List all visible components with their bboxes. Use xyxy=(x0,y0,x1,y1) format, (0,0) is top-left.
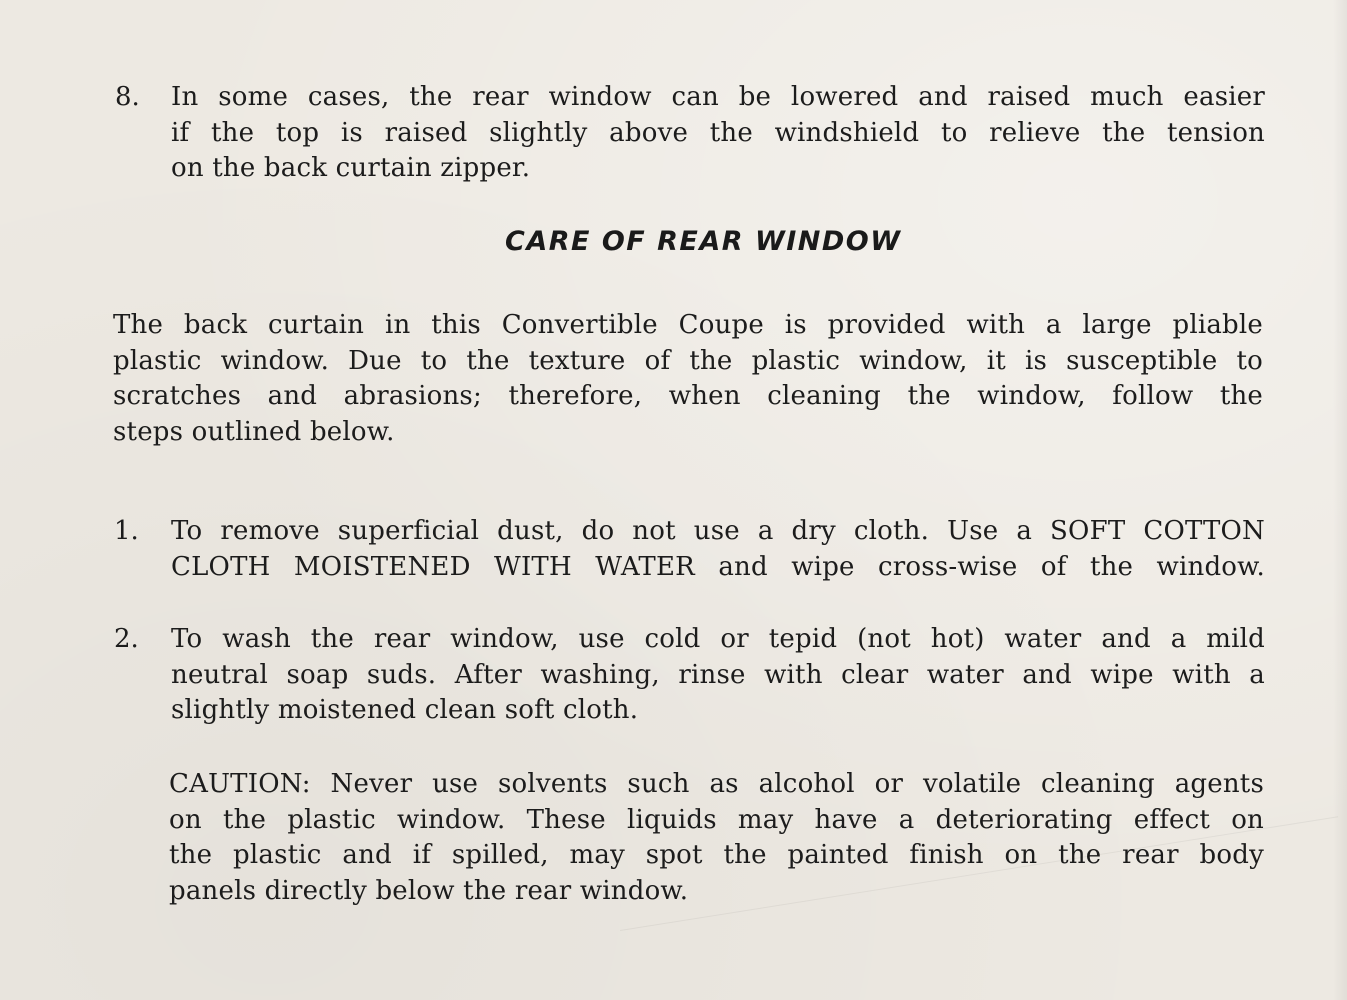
step-1-number: 1. xyxy=(114,516,139,546)
step-1-text xyxy=(171,514,1265,585)
intro-line-1: The back curtain in this Convertible Coupe is provided with a large pliable xyxy=(113,310,1263,340)
intro-line-2: plastic window. Due to the texture of the plastic window, it is susceptible to xyxy=(113,345,1263,376)
step-2-number: 2. xyxy=(114,624,139,654)
item-8-number: 8. xyxy=(115,82,140,112)
step-2-text xyxy=(171,622,1265,729)
page-edge-shadow xyxy=(1333,0,1347,1000)
caution-paragraph xyxy=(169,767,1264,909)
step-2-line-3: slightly moistened clean soft cloth. xyxy=(171,695,639,725)
step-2-line-2: neutral soap suds. After washing, rinse with clear water and wipe with a xyxy=(171,659,1265,690)
caution-line-4: panels directly below the rear window. xyxy=(169,875,689,906)
caution-line-2: on the plastic window. These liquids may have a deteriorating effect on xyxy=(169,804,1264,835)
intro-line-3: scratches and abrasions; therefore, when cleaning the window, follow the xyxy=(113,381,1263,411)
step-1-line-2: CLOTH MOISTENED WITH WATER and wipe cross-wise of the window. xyxy=(171,551,1265,582)
item-8-line-1: In some cases, the rear window can be lowered and raised much easier xyxy=(171,82,1265,112)
intro-line-4: steps outlined below. xyxy=(113,416,395,447)
caution-line-3: the plastic and if spilled, may spot the painted finish on the rear body xyxy=(169,840,1264,870)
item-8-line-2: if the top is raised slightly above the windshield to relieve the tension xyxy=(171,117,1265,148)
step-1-line-1: To remove superficial dust, do not use a dry cloth. Use a SOFT COTTON xyxy=(171,516,1265,546)
section-heading: CARE OF REAR WINDOW xyxy=(505,226,902,257)
intro-paragraph xyxy=(113,308,1263,450)
step-2-line-1: To wash the rear window, use cold or tepid (not hot) water and a mild xyxy=(171,624,1265,654)
item-8-text xyxy=(171,80,1265,187)
item-8-line-3: on the back curtain zipper. xyxy=(171,153,531,183)
caution-line-1: CAUTION: Never use solvents such as alcohol or volatile cleaning agents xyxy=(169,769,1264,799)
